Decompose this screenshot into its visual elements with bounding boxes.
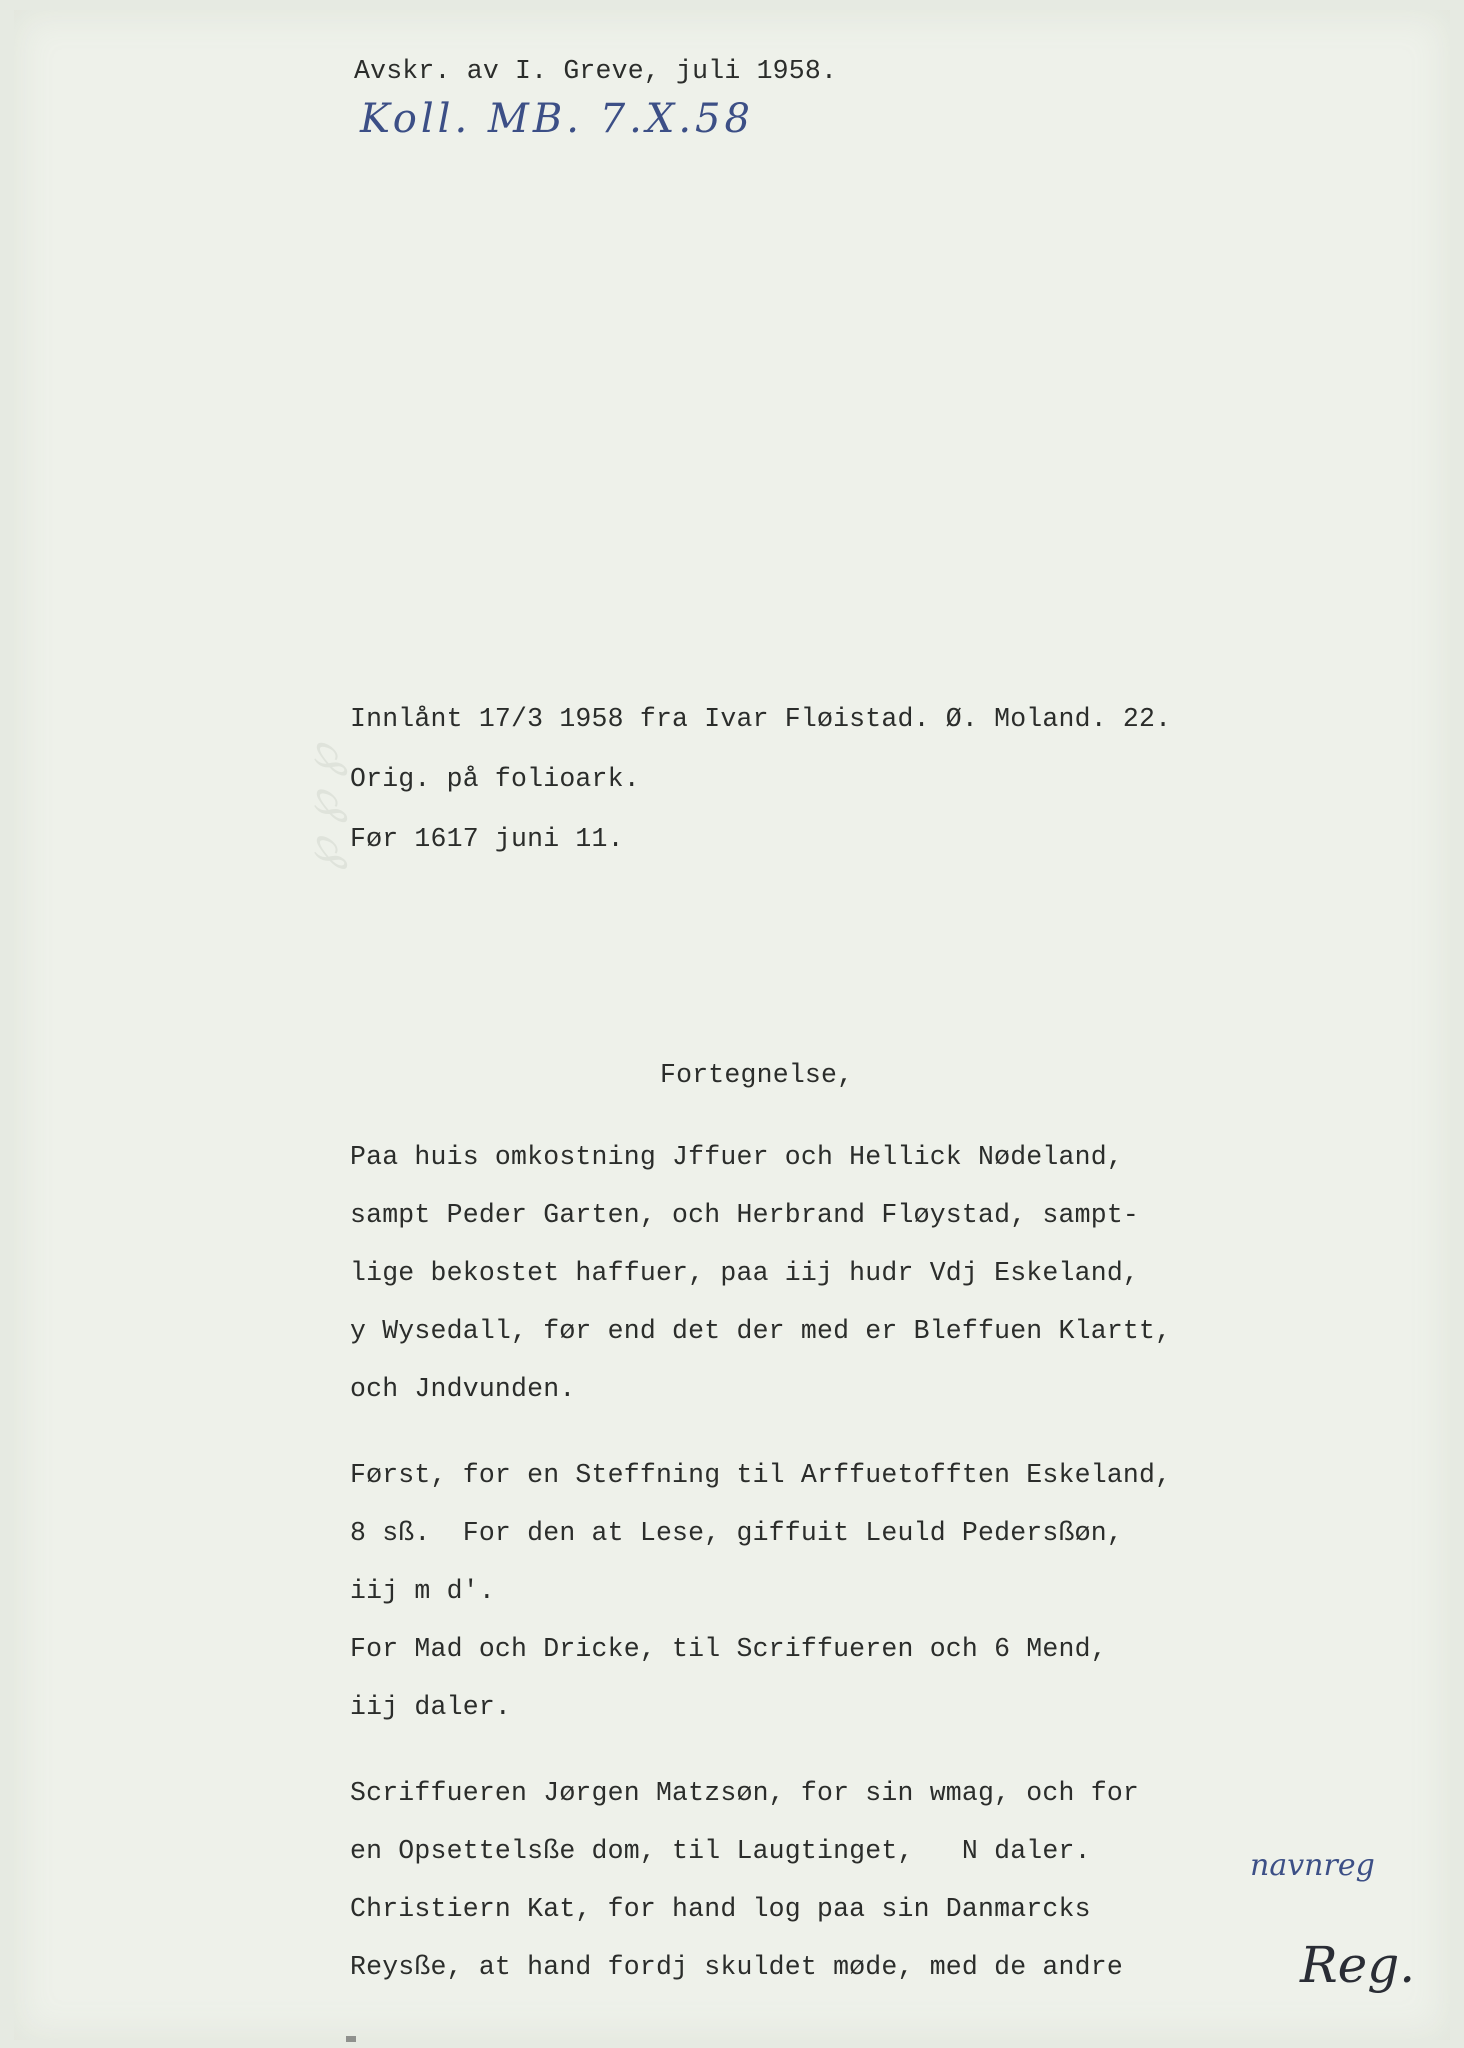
text-line: For Mad och Dricke, til Scriffueren och 6 Mend, [350, 1634, 1107, 1664]
text-line: Scriffueren Jørgen Matzsøn, for sin wmag, och for [350, 1778, 1140, 1808]
text-line: Paa huis omkostning Jffuer och Hellick Nødeland, [350, 1142, 1123, 1172]
bleed-through-text: ℘ ℘ ℘ [294, 744, 348, 870]
text-line: iij m d'. [350, 1576, 495, 1606]
text-line: en Opsettelsße dom, til Laugtinget, N daler. [350, 1836, 1091, 1866]
margin-note-reg: Reg. [1300, 1936, 1416, 1994]
text-line: och Jndvunden. [350, 1374, 576, 1404]
provenance-line: Orig. på folioark. [350, 764, 640, 794]
provenance-line: Før 1617 juni 11. [350, 824, 624, 854]
text-line: Reysße, at hand fordj skuldet møde, med de andre [350, 1952, 1123, 1982]
text-line: sampt Peder Garten, och Herbrand Fløystad, sampt- [350, 1200, 1140, 1230]
transcription-note: Avskr. av I. Greve, juli 1958. [354, 56, 838, 86]
text-line: Christiern Kat, for hand log paa sin Danmarcks [350, 1894, 1091, 1924]
margin-note-navnreg: navnreg [1250, 1848, 1375, 1883]
text-line: lige bekostet haffuer, paa iij hudr Vdj Eskeland, [350, 1258, 1140, 1288]
document-page [14, 10, 1450, 2040]
provenance-line: Innlånt 17/3 1958 fra Ivar Fløistad. Ø. Moland. 22. [350, 704, 1172, 734]
document-title: Fortegnelse, [660, 1060, 854, 1090]
text-line: Først, for en Steffning til Arffuetofften Eskeland, [350, 1460, 1172, 1490]
text-line: iij daler. [350, 1692, 512, 1722]
text-line: y Wysedall, før end det der med er Bleffuen Klartt, [350, 1316, 1172, 1346]
handwritten-collation: Koll. MB. 7.X.58 [360, 96, 754, 142]
text-line: 8 sß. For den at Lese, giffuit Leuld Pedersßøn, [350, 1518, 1123, 1548]
page-edge-mark [346, 2036, 356, 2042]
